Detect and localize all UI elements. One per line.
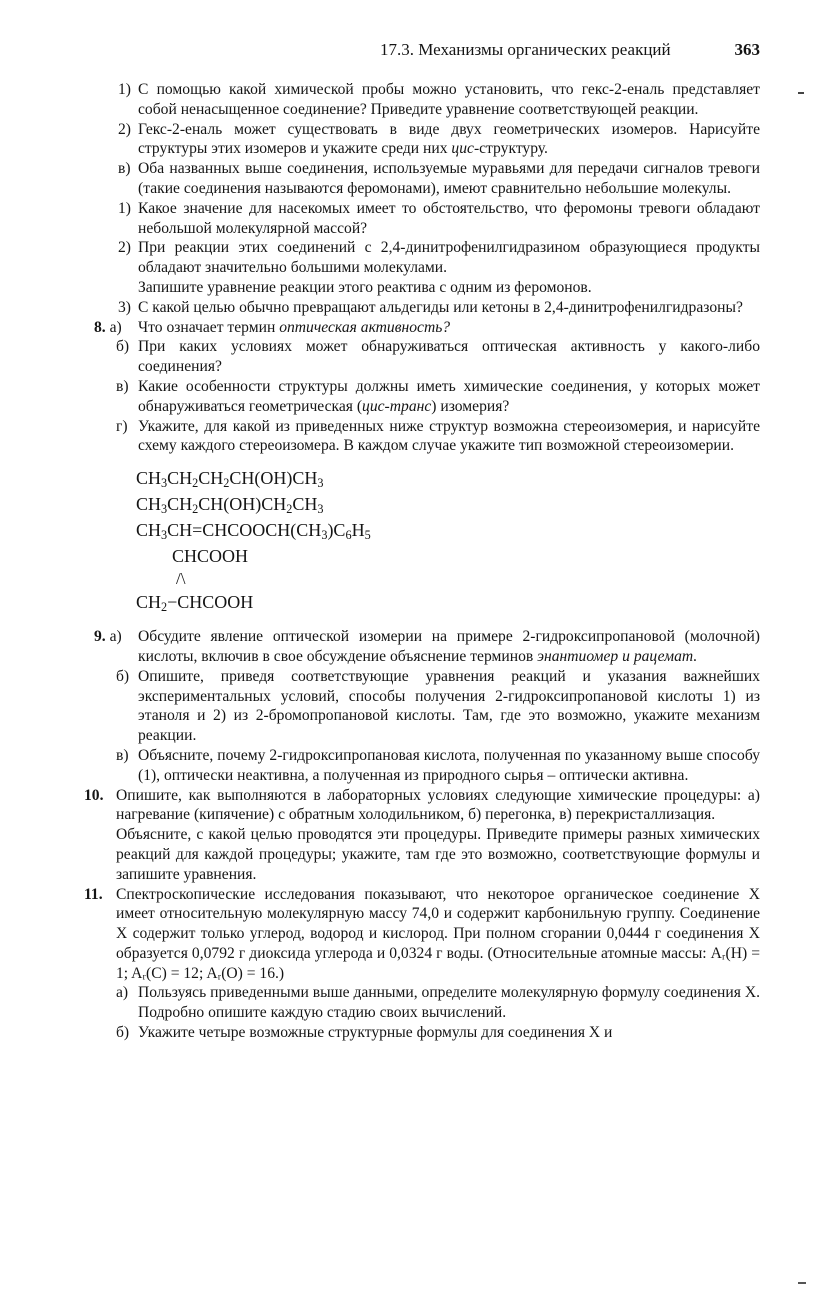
question-number: 9. xyxy=(94,628,106,646)
part-text: При каких условиях может обнаруживаться оптическая активность у какого-либо соединения? xyxy=(138,338,760,376)
margin-mark xyxy=(798,92,804,94)
part-text: Укажите четыре возможные структурные формулы для соединения X и xyxy=(138,1024,613,1042)
part-label: б) xyxy=(116,338,130,356)
part-text: Пользуясь приведенными выше данными, определите молекулярную формулу соединения X. Подробно опишите каждую стадию своих вычислений. xyxy=(138,984,760,1022)
item-text: Гекс-2-еналь может существовать в виде двух геометрических изомеров. Нарисуйте структуры этих изомеров и укажите среди них xyxy=(138,120,760,158)
question-11 xyxy=(80,885,760,984)
list-item xyxy=(80,238,760,278)
running-title: 17.3. Механизмы органических реакций xyxy=(380,40,671,59)
formula-2: $CH_3CH_2CH(OH)CH_2CH_3$ xyxy=(136,494,324,517)
part-text: Обсудите явление оптической изомерии на примере 2-гидроксипропановой (молочной) кислоты, включив в свое обсуждение объяснение терминов xyxy=(138,628,760,665)
italic-term: рацемат. xyxy=(633,647,698,665)
instruction-note: Запишите уравнение реакции этого реактива с одним из феромонов. xyxy=(138,278,592,296)
item-label: 2) xyxy=(118,239,131,257)
part-label: в) xyxy=(118,160,131,178)
part-label: в) xyxy=(116,377,129,395)
part-label: а) xyxy=(109,318,122,336)
page-number: 363 xyxy=(734,40,760,59)
question-part xyxy=(80,337,760,377)
italic-term: энантиомер xyxy=(537,647,619,665)
item-label: 3) xyxy=(118,298,131,316)
item-label: 1) xyxy=(118,199,131,217)
formula-3: $CH_3CH=CHCOOCH(CH_3)C_6H_5$ xyxy=(136,520,371,543)
italic-term: цис-транс xyxy=(362,397,432,415)
chemical-formulas xyxy=(80,465,760,615)
item-text: Какое значение для насекомых имеет то обстоятельство, что феромоны тревоги обладают небольшой молекулярной массой? xyxy=(138,199,760,237)
italic-term: цис xyxy=(451,140,474,158)
question-text: Спектроскопические исследования показывают, что некоторое органическое соединение X имеет относительную молекулярную массу 74,0 и содержит карбонильную группу. Соединение X содержит только углерод, водород и кислород. При полном сгорании 0,0444 г соединения X образуется 0,0792 г диоксида углерода и 0,0324 г воды. (Относительные атомные массы: Aᵣ(H) = 1; Aᵣ(C) = 12; Aᵣ(O) = 16.) xyxy=(116,885,760,982)
formula-4-bottom: $CH_2-CHCOOH$ xyxy=(136,592,254,615)
question-part xyxy=(80,667,760,746)
question-number: 8. xyxy=(94,318,106,336)
question-part xyxy=(80,1023,760,1043)
part-label: г) xyxy=(116,417,128,435)
list-item xyxy=(80,199,760,239)
part-text: Оба названных выше соединения, используемые муравьями для передачи сигналов тревоги (такие соединения называются феромонами), имеют сравнительно небольшие молекулы. xyxy=(138,160,760,197)
item-text: С какой целью обычно превращают альдегиды или кетоны в 2,4-динитрофенилгидразоны? xyxy=(138,298,743,316)
question-number: 11. xyxy=(84,885,103,903)
page-body xyxy=(80,80,760,1043)
question-part xyxy=(80,417,760,457)
item-label: 1) xyxy=(118,81,131,98)
question-part xyxy=(80,983,760,1023)
part-label: а) xyxy=(109,628,122,646)
part-label: в) xyxy=(116,746,129,764)
question-10 xyxy=(80,786,760,826)
item-text: -структуру. xyxy=(473,140,548,158)
list-item xyxy=(80,298,760,318)
part-text: Объясните, почему 2-гидроксипропановая кислота, полученная по указанному выше способу (1), оптически неактивна, а полученная из природного сырья – оптически активна. xyxy=(138,746,760,784)
question-note: Объясните, с какой целью проводятся эти процедуры. Приведите примеры разных химических реакций для каждой процедуры; укажите, там где это возможно, соответствующие формулы и запишите уравнения. xyxy=(116,826,760,883)
question-part: в) Какие особенности структуры должны иметь химические соединения, у которых может обнаруживаться геометрическая (цис-транс) изомерия? xyxy=(116,377,760,415)
formula-4-bonds: /\ xyxy=(176,569,186,589)
part-text: Какие особенности структуры должны иметь химические соединения, у которых может обнаруживаться геометрическая ( xyxy=(138,377,760,415)
item-text: С помощью какой химической пробы можно установить, что гекс-2-еналь представляет собой ненасыщенное соединение? Приведите уравнение соответствующей реакции. xyxy=(138,81,760,118)
question-part xyxy=(80,159,760,199)
part-text: Укажите, для какой из приведенных ниже структур возможна стереоизомерия, и нарисуйте схему каждого стереоизомера. В каждом случае укажите тип возможной стереоизомерии. xyxy=(138,417,760,455)
part-text: Что означает термин xyxy=(138,318,280,336)
item-text: При реакции этих соединений с 2,4-динитрофенилгидразином образующиеся продукты обладают значительно большими молекулами. xyxy=(138,239,760,277)
part-text: Опишите, приведя соответствующие уравнения реакций и указания важнейших экспериментальных условий, способы получения 2-гидроксипропановой кислоты 1) из этаноля и 2) из 2-бромопропановой кислоты. Там, где это возможно, укажите механизм реакции. xyxy=(138,667,760,745)
question-part xyxy=(80,318,760,338)
list-item xyxy=(80,120,760,160)
formula-1: $CH_3CH_2CH_2CH(OH)CH_3$ xyxy=(136,468,324,491)
margin-mark xyxy=(798,1282,806,1284)
list-item xyxy=(80,80,760,120)
item-label: 2) xyxy=(118,120,131,138)
part-label: а) xyxy=(116,984,129,1002)
question-part: 9. а) Обсудите явление оптической изомерии на примере 2-гидроксипропановой (молочной) кислоты, включив в свое обсуждение объяснение терминов энантиомер и рацемат. xyxy=(94,628,760,665)
formula-4-top: CHCOOH xyxy=(172,546,249,567)
italic-term: оптическая активность? xyxy=(279,318,451,336)
part-label: б) xyxy=(116,1024,130,1042)
question-number: 10. xyxy=(84,786,104,804)
question-text: Опишите, как выполняются в лабораторных условиях следующие химические процедуры: а) нагревание (кипячение) с обратным холодильником, б) перегонка, в) перекристаллизация. xyxy=(116,786,760,824)
part-label: б) xyxy=(116,667,130,685)
question-part xyxy=(80,746,760,786)
